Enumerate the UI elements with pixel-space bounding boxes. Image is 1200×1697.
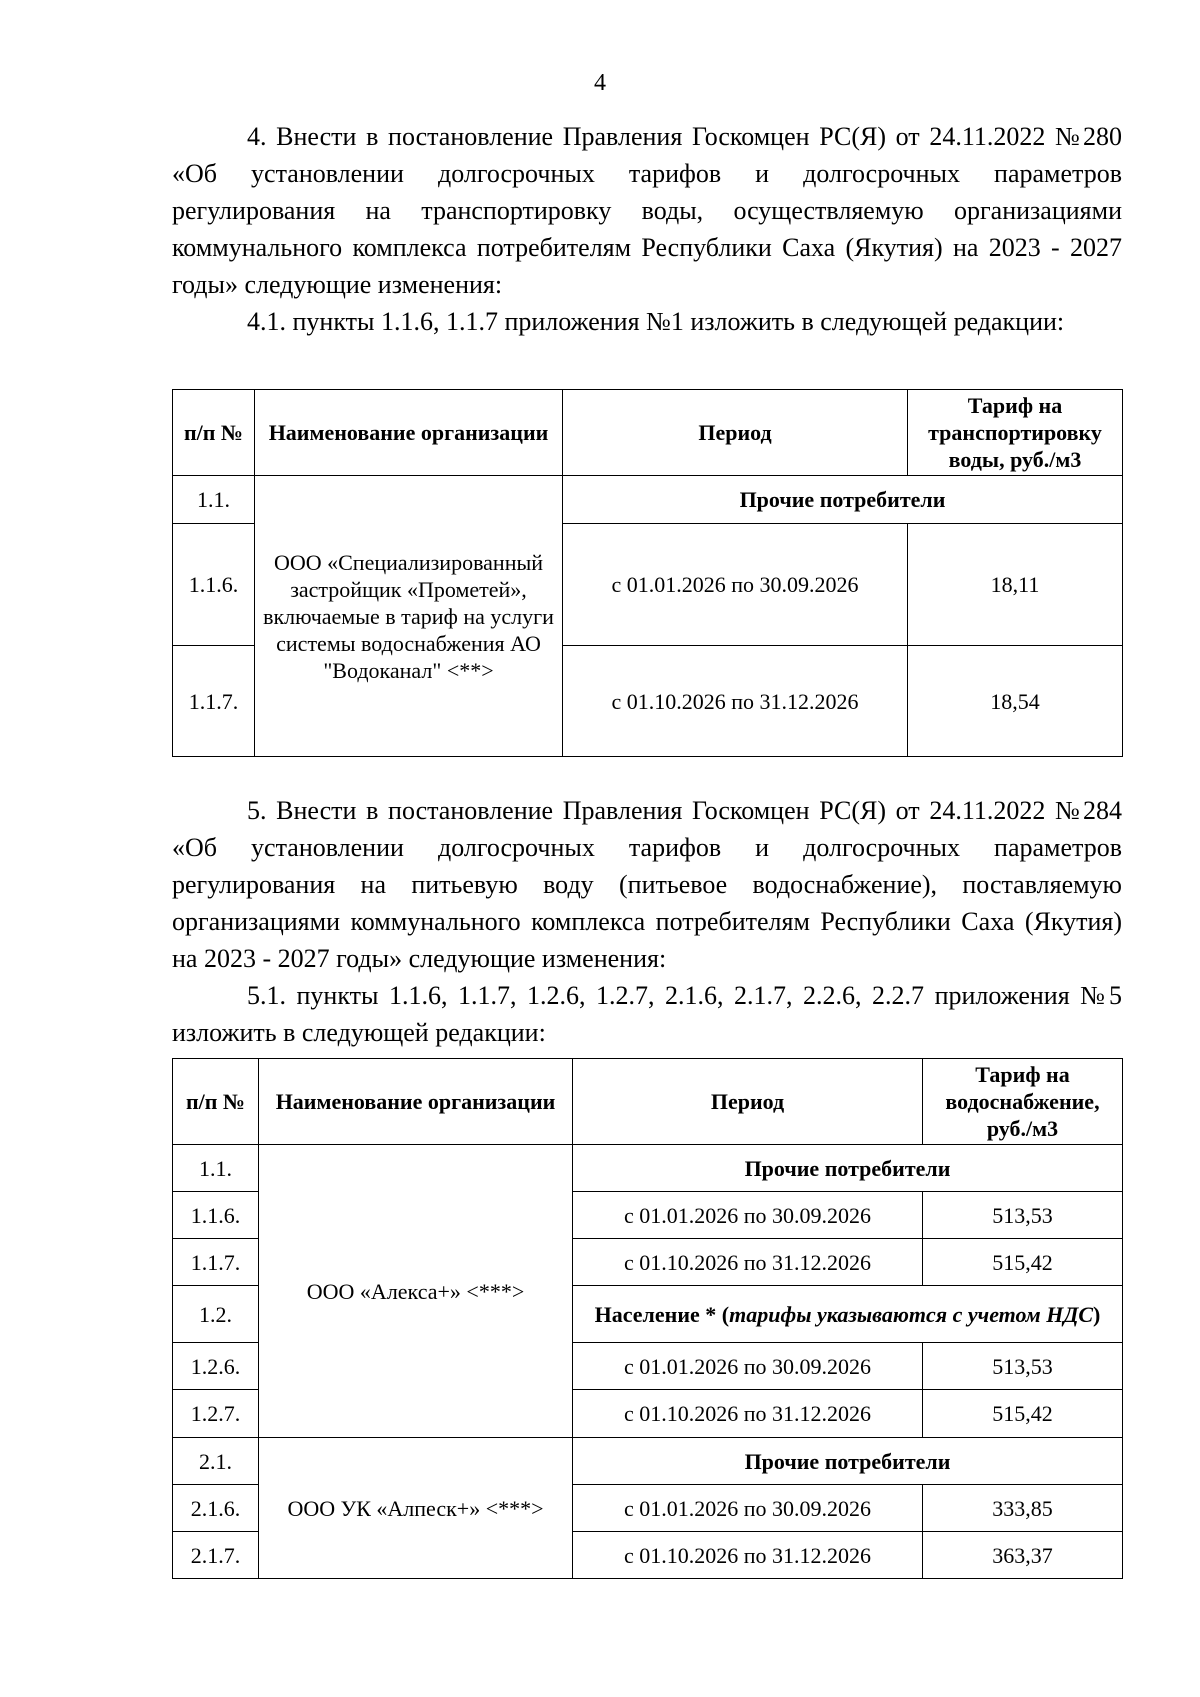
group-row [173,1438,1123,1485]
row-num: 2.1.6. [173,1485,259,1532]
row-num: 1.1.7. [173,646,255,757]
row-num: 1.1.7. [173,1239,259,1286]
row-num: 1.2.7. [173,1390,259,1438]
row-period: с 01.10.2026 по 31.12.2026 [563,646,908,757]
row-period: с 01.01.2026 по 30.09.2026 [573,1192,923,1239]
row-num: 1.2. [173,1286,259,1343]
row-num: 1.1. [173,476,255,524]
header-org: Наименование организации [255,390,563,476]
org-name: ООО «Алекса+» <***> [259,1145,573,1438]
row-tariff: 515,42 [923,1239,1123,1286]
row-period: с 01.10.2026 по 31.12.2026 [573,1239,923,1286]
org-name: ООО УК «Алпеск+» <***> [259,1438,573,1579]
tariff-table-water-supply [172,1058,1123,1579]
row-num: 1.1.6. [173,524,255,646]
row-period: с 01.10.2026 по 31.12.2026 [573,1390,923,1438]
header-num: п/п № [173,1059,259,1145]
table-header-row [173,1059,1123,1145]
group-label: Прочие потребители [563,476,1123,524]
row-tariff: 18,54 [908,646,1123,757]
row-tariff: 18,11 [908,524,1123,646]
section-5-1-subitem: 5.1. пункты 1.1.6, 1.1.7, 1.2.6, 1.2.7, 2.1.6, 2.1.7, 2.2.6, 2.2.7 приложения №5 изложить в следующей редакции: [172,981,1122,1047]
row-num: 1.1. [173,1145,259,1192]
org-name: ООО «Специализированный застройщик «Прометей», включаемые в тариф на услуги системы водоснабжения АО "Водоканал" <**> [255,476,563,757]
row-period: с 01.01.2026 по 30.09.2026 [573,1343,923,1390]
row-tariff: 513,53 [923,1192,1123,1239]
row-num: 2.1. [173,1438,259,1485]
header-org: Наименование организации [259,1059,573,1145]
row-period: с 01.01.2026 по 30.09.2026 [573,1485,923,1532]
group-label: Прочие потребители [573,1145,1123,1192]
header-period: Период [573,1059,923,1145]
group-label: Прочие потребители [573,1438,1123,1485]
row-period: с 01.10.2026 по 31.12.2026 [573,1532,923,1579]
row-tariff: 333,85 [923,1485,1123,1532]
row-num: 1.2.6. [173,1343,259,1390]
row-num: 1.1.6. [173,1192,259,1239]
group-label: Население * (тарифы указываются с учетом НДС) [573,1286,1123,1343]
table-header-row [173,390,1123,476]
page-number: 4 [594,70,606,96]
section-4-1-subitem: 4.1. пункты 1.1.6, 1.1.7 приложения №1 изложить в следующей редакции: [247,307,1065,336]
header-num: п/п № [173,390,255,476]
section-5-intro: 5. Внести в постановление Правления Госкомцен РС(Я) от 24.11.2022 №284 «Об установлении долгосрочных тарифов и долгосрочных параметров регулирования на питьевую воду (питьевое водоснабжение), поставляемую организациями коммунального комплекса потребителям Республики Саха (Якутия) на 2023 - 2027 годы» следующие изменения: [172,796,1122,973]
row-tariff: 513,53 [923,1343,1123,1390]
section-4-intro: 4. Внести в постановление Правления Госкомцен РС(Я) от 24.11.2022 №280 «Об установлении долгосрочных тарифов и долгосрочных параметров регулирования на транспортировку воды, осуществляемую организациями коммунального комплекса потребителям Республики Саха (Якутия) на 2023 - 2027 годы» следующие изменения: [172,122,1122,299]
row-tariff: 515,42 [923,1390,1123,1438]
row-period: с 01.01.2026 по 30.09.2026 [563,524,908,646]
group-row [173,1145,1123,1192]
header-tariff: Тариф на транспортировку воды, руб./м3 [908,390,1123,476]
row-tariff: 363,37 [923,1532,1123,1579]
tariff-table-transport [172,389,1123,757]
header-tariff: Тариф на водоснабжение, руб./м3 [923,1059,1123,1145]
group-row [173,476,1123,524]
header-period: Период [563,390,908,476]
row-num: 2.1.7. [173,1532,259,1579]
